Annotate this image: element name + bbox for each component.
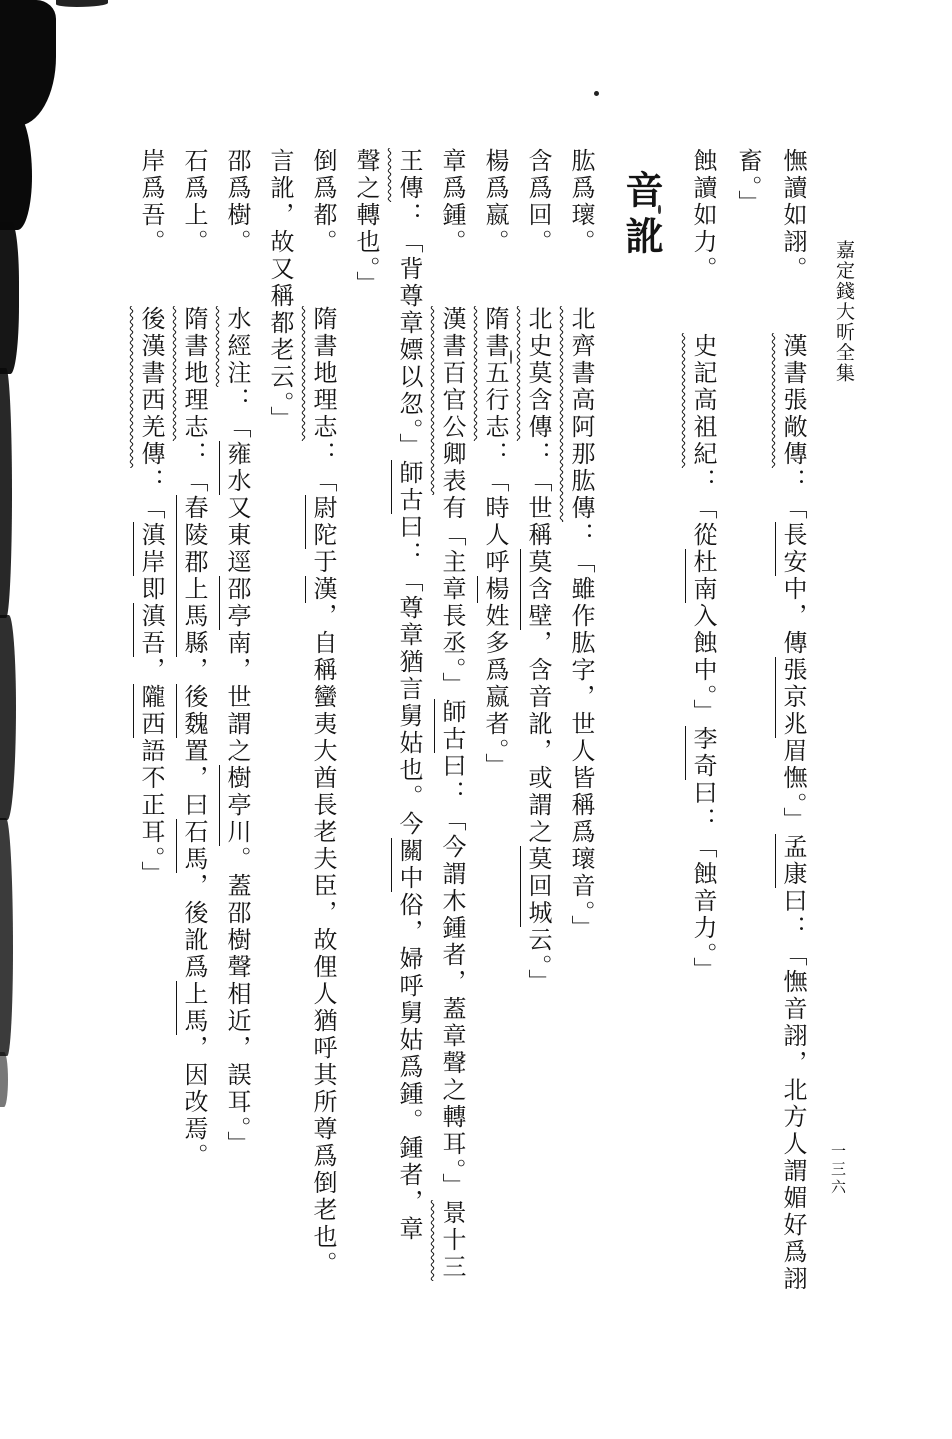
text-segment: 聲之轉也。」 <box>352 148 380 298</box>
text-column <box>430 148 473 1333</box>
proper-name-mark: 孟康 <box>779 834 807 888</box>
proper-name-mark: 上馬 <box>180 981 208 1035</box>
proper-name-mark: 石馬 <box>180 819 208 873</box>
text-segment: 中，傳 <box>779 576 807 657</box>
scan-streak <box>0 818 13 1056</box>
text-segment: 置，曰 <box>180 738 208 819</box>
proper-name-mark: 邵亭 <box>223 576 251 630</box>
proper-name-mark: 張京兆 <box>779 657 807 738</box>
text-segment: 憮讀如詡。 <box>779 148 807 283</box>
text-segment: 云。」 <box>524 927 552 996</box>
book-title-mark: 後漢書西羌傳 <box>137 306 165 468</box>
proper-name-mark: 莫回城 <box>524 846 552 927</box>
proper-name-mark: 長安 <box>779 522 807 576</box>
proper-name-mark: 樹亭川 <box>223 765 251 846</box>
text-column <box>215 148 258 1333</box>
text-segment: 倒爲都。 <box>309 148 337 256</box>
proper-name-mark: 關中 <box>395 838 423 892</box>
book-title-mark: 景十三 <box>438 1200 466 1281</box>
text-segment: 入蝕中。」 <box>689 603 717 726</box>
proper-name-mark: 滇岸 <box>137 522 165 576</box>
text-segment: 邵爲樹。 <box>223 148 251 256</box>
text-segment: 南，世謂之 <box>223 630 251 765</box>
text-segment: 曰：「今謂木鍾者，蓋章聲之轉耳。」 <box>438 753 466 1200</box>
text-segment: ：「 <box>223 387 251 441</box>
text-column <box>680 148 725 1333</box>
text-segment: 言訛，故又稱都老云。」 <box>266 148 294 433</box>
text-segment: ，因改焉。 <box>180 1035 208 1170</box>
text-segment: 曰：「蝕音力。」 <box>689 780 717 984</box>
book-title-mark: 漢書百官公卿表 <box>438 306 466 495</box>
text-segment: 畜。」 <box>734 148 762 217</box>
text-segment: ， <box>180 657 208 684</box>
text-segment: ：「背尊章嫖以忽。」 <box>395 202 423 460</box>
scan-streak <box>56 0 108 7</box>
text-segment: ，後訛爲 <box>180 873 208 981</box>
book-title-mark: 隋書地理志 <box>180 306 208 441</box>
proper-name-mark: 師古 <box>438 699 466 753</box>
scan-streak <box>0 222 19 374</box>
text-segment: 。蓋邵樹聲相近，誤耳。」 <box>223 846 251 1158</box>
proper-name-mark: 隴西 <box>137 684 165 738</box>
text-segment: 章爲鍾。 <box>438 148 466 256</box>
text-column <box>301 148 344 1333</box>
text-segment: 曰：「憮音詡，北方人謂媚好爲詡 <box>779 888 807 1293</box>
text-column <box>344 148 387 1333</box>
proper-name-mark: 漢 <box>309 576 337 603</box>
text-segment: ：「 <box>779 468 807 522</box>
text-segment: ：「世稱 <box>524 441 552 549</box>
proper-name-mark: 滇吾 <box>137 603 165 657</box>
text-segment: 語不正耳。」 <box>137 738 165 888</box>
text-segment: ，自稱蠻夷大酋長老夫臣，故俚人猶呼其所尊爲倒老也。 <box>309 603 337 1278</box>
text-segment: 曰：「尊章猶言舅姑也。今 <box>395 514 423 838</box>
text-segment: ：「從 <box>689 468 717 549</box>
book-title-mark: 漢書張敞傳 <box>779 333 807 468</box>
text-segment: ：「 <box>180 441 208 495</box>
text-column <box>725 148 770 1333</box>
text-column <box>559 148 602 1333</box>
book-title-mark: 王傳 <box>395 148 423 202</box>
text-column <box>473 148 516 1333</box>
book-title-mark: 史記高祖紀 <box>689 333 717 468</box>
proper-name-mark: 後魏 <box>180 684 208 738</box>
scan-blotch <box>0 112 32 230</box>
proper-name-mark: 尉陀 <box>309 495 337 549</box>
book-title-mark: 隋書五行志 <box>481 306 509 441</box>
text-column <box>258 148 301 1333</box>
text-segment: 有「主章長丞。」 <box>438 495 466 699</box>
text-segment: 又東逕 <box>223 495 251 576</box>
proper-name-mark: 雍水 <box>223 441 251 495</box>
book-title-mark: 北史莫含傳 <box>524 306 552 441</box>
proper-name-mark: 李奇 <box>689 726 717 780</box>
book-title-mark: 隋書地理志 <box>309 306 337 441</box>
book-title-mark: 北齊書高阿那肱傳 <box>567 306 595 522</box>
scan-streak <box>0 615 16 820</box>
text-column <box>129 148 172 1333</box>
proper-name-mark: 杜南 <box>689 549 717 603</box>
text-segment: 岸爲吾。 <box>137 148 165 256</box>
text-segment: ：「 <box>309 441 337 495</box>
proper-name-mark: 師古 <box>395 460 423 514</box>
text-segment: 即 <box>137 576 165 603</box>
book-title-mark: 水經注 <box>223 306 251 387</box>
scan-streak <box>0 1052 8 1107</box>
text-segment: 眉憮。」 <box>779 738 807 834</box>
text-segment: 音訛 <box>619 170 663 262</box>
text-segment: ， <box>137 657 165 684</box>
text-block <box>129 148 815 1333</box>
text-segment: 楊爲嬴。 <box>481 148 509 256</box>
proper-name-mark: 楊 <box>481 576 509 603</box>
text-segment: 俗，婦呼舅姑爲鍾。鍾者，章 <box>395 892 423 1243</box>
text-segment: ：「時人呼 <box>481 441 509 576</box>
text-segment: 含爲回。 <box>524 148 552 256</box>
text-segment: 于 <box>309 549 337 576</box>
text-segment: 蝕讀如力。 <box>689 148 717 283</box>
text-column <box>172 148 215 1333</box>
text-segment: 石爲上。 <box>180 148 208 256</box>
proper-name-mark: 春陵郡上馬縣 <box>180 495 208 657</box>
scan-blotch <box>0 0 56 126</box>
text-segment: 肱爲瓌。 <box>567 148 595 256</box>
text-segment: ：「雖作肱字，世人皆稱爲瓌音。」 <box>567 522 595 942</box>
section-heading <box>602 148 680 1333</box>
text-column <box>770 148 815 1333</box>
page-number: 一三六 <box>829 1143 847 1197</box>
text-segment: 姓多爲嬴者。」 <box>481 603 509 780</box>
text-segment: ：「 <box>137 468 165 522</box>
text-column <box>387 148 430 1333</box>
proper-name-mark: 莫含壁 <box>524 549 552 630</box>
text-segment: ，含音訛，或謂之 <box>524 630 552 846</box>
scan-streak <box>0 368 12 618</box>
ink-dot <box>594 91 599 96</box>
running-title: 嘉定錢大昕全集 <box>833 240 855 384</box>
text-column <box>516 148 559 1333</box>
